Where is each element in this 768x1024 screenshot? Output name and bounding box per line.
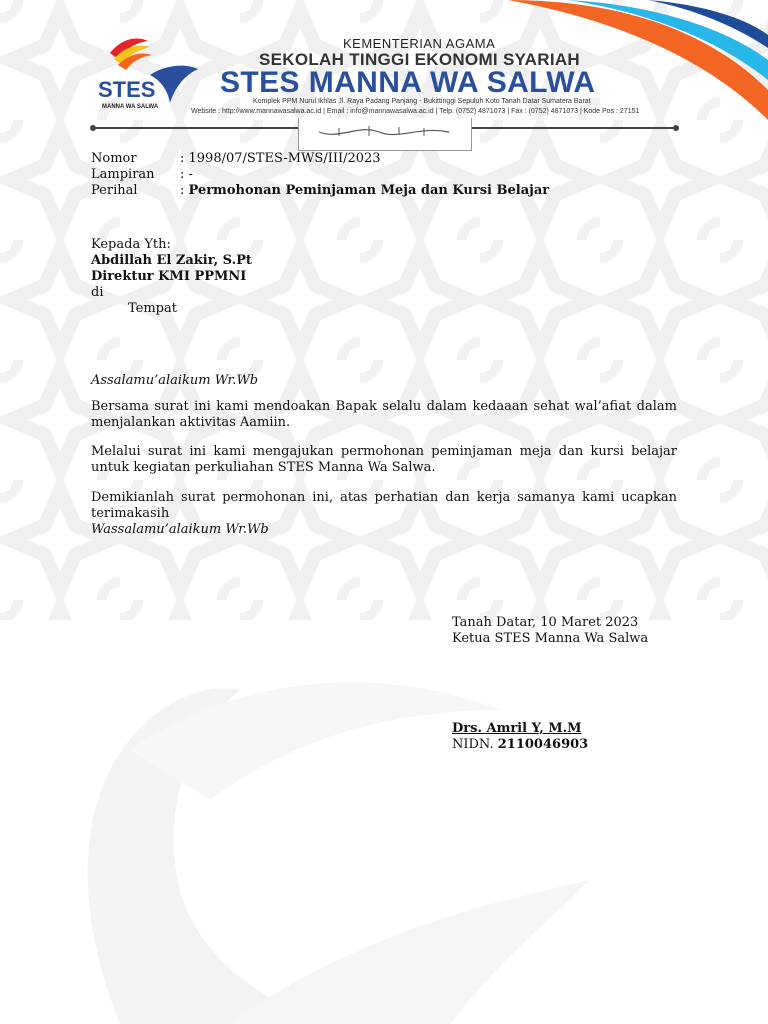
divider-dot bbox=[90, 125, 96, 131]
lampiran-value: : - bbox=[180, 167, 193, 182]
basmala-calligraphy-icon bbox=[298, 118, 472, 151]
perihal-value: Permohonan Peminjaman Meja dan Kursi Belajar bbox=[188, 183, 550, 198]
recipient-salutation: Kepada Yth: bbox=[91, 237, 171, 252]
paragraph-2: Melalui surat ini kami mengajukan permohonan peminjaman meja dan kursi belajar untuk kegiatan perkuliahan STES Manna Wa Salwa. bbox=[91, 444, 677, 475]
svg-text:STES: STES bbox=[98, 77, 156, 102]
college-address: Komplek PPM Nurul Ikhlas Jl. Raya Padang Panjang - Bukittinggi Sepuluh Koto Tanah Datar Sumatera Barat bbox=[253, 98, 591, 105]
college-type: SEKOLAH TINGGI EKONOMI SYARIAH bbox=[259, 50, 581, 69]
nidn-value: 2110046903 bbox=[497, 737, 589, 752]
signatory-name: Drs. Amril Y, M.M bbox=[452, 721, 582, 736]
perihal-label: Perihal bbox=[91, 183, 138, 198]
nomor-label: Nomor bbox=[91, 151, 137, 166]
college-name: STES MANNA WA SALWA bbox=[220, 66, 596, 99]
college-contact: Website : http://www.mannawasalwa.ac.id | Email : info@mannawasalwa.ac.id | Telp. (0752) 4871073 | Fax : (0752) 4871073 | Kode Pos : 27151 bbox=[191, 108, 640, 115]
recipient-place: Tempat bbox=[128, 301, 177, 316]
signatory-nidn bbox=[452, 737, 588, 753]
recipient-title: Direktur KMI PPMNI bbox=[91, 269, 247, 284]
signatory-position: Ketua STES Manna Wa Salwa bbox=[452, 631, 649, 646]
nomor-value: : 1998/07/STES-MWS/III/2023 bbox=[180, 151, 381, 166]
recipient-block bbox=[91, 237, 252, 317]
letterhead bbox=[0, 0, 768, 150]
svg-text:MANNA WA SALWA: MANNA WA SALWA bbox=[102, 104, 159, 110]
paragraph-1: Bersama surat ini kami mendoakan Bapak selalu dalam kedaaan sehat wal’afiat dalam menjalankan aktivitas Aamiin. bbox=[91, 399, 677, 430]
divider-dot bbox=[673, 125, 679, 131]
college-logo-icon bbox=[90, 35, 200, 115]
place-date: Tanah Datar, 10 Maret 2023 bbox=[452, 615, 639, 630]
bird-watermark bbox=[30, 620, 670, 1024]
opening-greeting: Assalamu’alaikum Wr.Wb bbox=[91, 373, 259, 388]
closing-greeting: Wassalamu’alaikum Wr.Wb bbox=[91, 522, 269, 537]
ministry-name: KEMENTERIAN AGAMA bbox=[343, 36, 496, 51]
perihal-colon: : bbox=[180, 183, 189, 198]
recipient-di: di bbox=[91, 285, 104, 300]
recipient-name: Abdillah El Zakir, S.Pt bbox=[91, 253, 252, 268]
lampiran-label: Lampiran bbox=[91, 167, 155, 182]
paragraph-3: Demikianlah surat permohonan ini, atas perhatian dan kerja samanya kami ucapkan terimakasih bbox=[91, 490, 677, 521]
nidn-label: NIDN. bbox=[452, 737, 498, 752]
